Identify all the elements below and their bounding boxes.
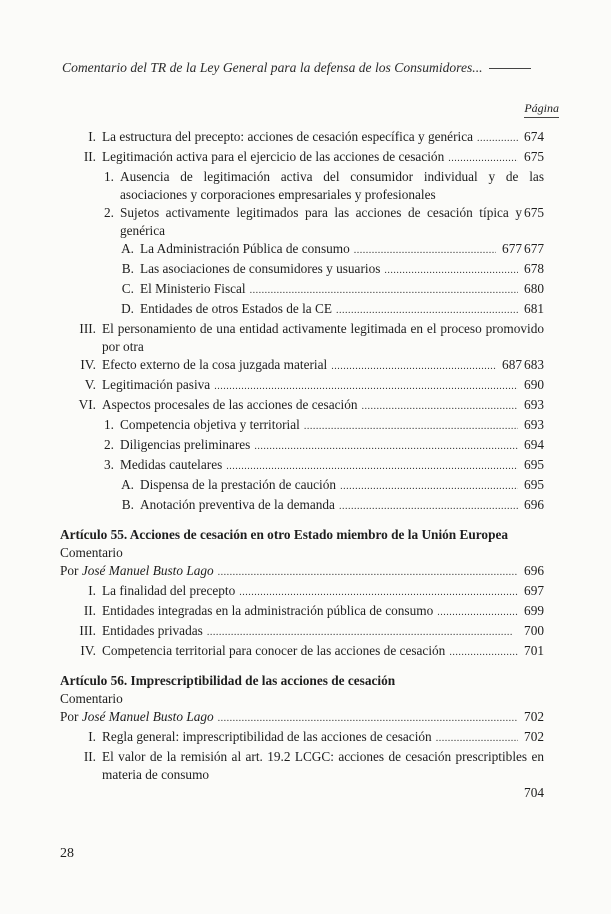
leader-dots	[254, 436, 518, 456]
leader-dots	[250, 280, 518, 300]
toc-entry	[60, 356, 544, 376]
entry-page: 680	[524, 281, 544, 296]
entry-number: VI.	[78, 397, 96, 412]
por-label: Por	[60, 563, 79, 578]
toc-entry	[60, 602, 544, 622]
entry-text: Medidas cautelares	[120, 457, 223, 472]
entry-text: Ausencia de legitimación activa del consumidor individual y de las asociaciones y corporaciones empresariales y profesionales	[120, 169, 544, 202]
toc-entry	[60, 728, 544, 748]
toc-entry	[60, 642, 544, 662]
entry-text: Sujetos activamente legitimados para las acciones de cesación típica y genérica	[120, 205, 522, 238]
entry-number: B.	[121, 261, 134, 276]
entry-text: Competencia objetiva y territorial	[120, 417, 300, 432]
author-name: José Manuel Busto Lago	[81, 563, 214, 578]
entry-page: 675	[524, 149, 544, 164]
toc-entry	[60, 582, 544, 602]
toc-entry	[60, 260, 544, 280]
entry-text: Dispensa de la prestación de caución	[140, 477, 337, 492]
entry-text: Legitimación activa para el ejercicio de las acciones de cesación	[102, 149, 445, 164]
leader-dots	[304, 416, 518, 436]
leader-dots	[226, 456, 518, 476]
entry-text: El personamiento de una entidad activamente legitimada en el proceso promovido por otra	[102, 321, 544, 354]
toc-entry	[60, 128, 544, 148]
leader-dots	[218, 708, 518, 728]
article-56-comentario: Comentario	[60, 691, 123, 706]
entry-text: La estructura del precepto: acciones de cesación específica y genérica	[102, 129, 473, 144]
toc-entry	[60, 148, 544, 168]
entry-number: A.	[121, 477, 134, 492]
toc-entry	[60, 280, 544, 300]
author-name: José Manuel Busto Lago	[81, 709, 214, 724]
entry-number: I.	[88, 129, 96, 144]
entry-page: 687	[502, 357, 522, 372]
toc-entry	[60, 476, 544, 496]
entry-text: Legitimación pasiva	[102, 377, 211, 392]
leader-dots	[331, 356, 496, 376]
entry-number: B.	[121, 497, 134, 512]
entry-page: 704	[524, 785, 544, 800]
page-number: 28	[60, 846, 74, 861]
entry-number: 1.	[104, 417, 114, 432]
author-page: 702	[524, 709, 544, 724]
entry-text: El valor de la remisión al art. 19.2 LCGC: acciones de cesación prescriptibles en materia de consumo	[102, 749, 544, 782]
entry-page: 700	[524, 623, 544, 638]
entry-page: 681	[524, 301, 544, 316]
entry-page: 697	[524, 583, 544, 598]
toc-entry	[60, 456, 544, 476]
leader-dots	[207, 622, 518, 642]
entry-number: V.	[84, 377, 96, 392]
entry-text: Las asociaciones de consumidores y usuarios	[140, 261, 381, 276]
article-56-author-line	[60, 708, 544, 728]
entry-text: Aspectos procesales de las acciones de cesación	[102, 397, 358, 412]
toc-entry	[60, 416, 544, 436]
entry-page: 674	[524, 129, 544, 144]
article-56-items	[60, 728, 544, 800]
article-55-items	[60, 582, 544, 662]
entry-page: 701	[524, 643, 544, 658]
leader-dots	[339, 496, 518, 516]
entry-number: 2.	[104, 205, 114, 220]
toc-entry	[60, 376, 544, 396]
entry-page: 694	[524, 437, 544, 452]
entry-number: III.	[79, 321, 96, 336]
toc-entry	[60, 168, 544, 220]
leader-dots	[362, 396, 519, 416]
entry-number: II.	[83, 749, 96, 764]
toc-entry	[60, 622, 544, 642]
toc-entry	[60, 436, 544, 456]
toc-entry	[60, 396, 544, 416]
entry-number: D.	[121, 301, 134, 316]
entry-text: Entidades integradas en la administración pública de consumo	[102, 603, 434, 618]
entry-number: 2.	[104, 437, 114, 452]
toc-section-list	[60, 128, 544, 516]
article-56-title: Artículo 56. Imprescriptibilidad de las acciones de cesación	[60, 673, 396, 688]
entry-text: La finalidad del precepto	[102, 583, 236, 598]
entry-text: Regla general: imprescriptibilidad de las acciones de cesación	[102, 729, 432, 744]
por-label: Por	[60, 709, 79, 724]
leader-dots	[239, 582, 518, 602]
running-header	[62, 60, 562, 76]
entry-number: II.	[83, 603, 96, 618]
entry-page: 695	[524, 477, 544, 492]
entry-page: 683	[524, 357, 544, 372]
entry-page: 695	[524, 457, 544, 472]
leader-dots	[354, 240, 496, 260]
entry-text: La Administración Pública de consumo	[140, 241, 350, 256]
leader-dots	[449, 642, 518, 662]
entry-number: III.	[79, 623, 96, 638]
leader-dots	[477, 128, 518, 148]
article-55-title: Artículo 55. Acciones de cesación en otro Estado miembro de la Unión Europea	[60, 527, 509, 542]
entry-page: 677	[524, 241, 544, 256]
entry-text: Competencia territorial para conocer de las acciones de cesación	[102, 643, 446, 658]
entry-number: IV.	[80, 643, 96, 658]
entry-number: 1.	[104, 169, 114, 184]
page-column-label: Página	[524, 101, 559, 118]
leader-dots	[448, 148, 518, 168]
entry-text: Entidades de otros Estados de la CE	[140, 301, 333, 316]
toc-entry	[60, 496, 544, 516]
table-of-contents	[60, 128, 544, 802]
entry-number: I.	[88, 583, 96, 598]
leader-dots	[218, 562, 518, 582]
entry-number: I.	[88, 729, 96, 744]
toc-entry	[60, 240, 544, 260]
entry-text: Efecto externo de la cosa juzgada material	[102, 357, 328, 372]
entry-page: 690	[524, 377, 544, 392]
entry-text: Entidades privadas	[102, 623, 203, 638]
entry-page: 699	[524, 603, 544, 618]
author-page: 696	[524, 563, 544, 578]
leader-dots	[436, 728, 518, 748]
leader-dots	[384, 260, 518, 280]
entry-text: El Ministerio Fiscal	[140, 281, 246, 296]
article-55-comentario: Comentario	[60, 545, 123, 560]
entry-page: 696	[524, 497, 544, 512]
entry-number: A.	[121, 241, 134, 256]
toc-entry	[60, 748, 544, 800]
entry-page: 678	[524, 261, 544, 276]
entry-page: 693	[524, 417, 544, 432]
entry-page: 702	[524, 729, 544, 744]
entry-number: C.	[121, 281, 134, 296]
entry-text: Anotación preventiva de la demanda	[140, 497, 335, 512]
leader-dots	[214, 376, 518, 396]
toc-entry	[60, 300, 544, 320]
entry-page: 675	[524, 205, 544, 220]
header-rule	[489, 68, 531, 69]
entry-number: IV.	[80, 357, 96, 372]
leader-dots	[437, 602, 518, 622]
article-55-author-line	[60, 562, 544, 582]
entry-text: Diligencias preliminares	[120, 437, 251, 452]
entry-number: 3.	[104, 457, 114, 472]
running-title: Comentario del TR de la Ley General para la defensa de los Consumidores...	[62, 60, 483, 75]
entry-page: 693	[524, 397, 544, 412]
entry-page: 677	[502, 241, 522, 256]
entry-number: II.	[83, 149, 96, 164]
leader-dots	[340, 476, 518, 496]
leader-dots	[336, 300, 518, 320]
